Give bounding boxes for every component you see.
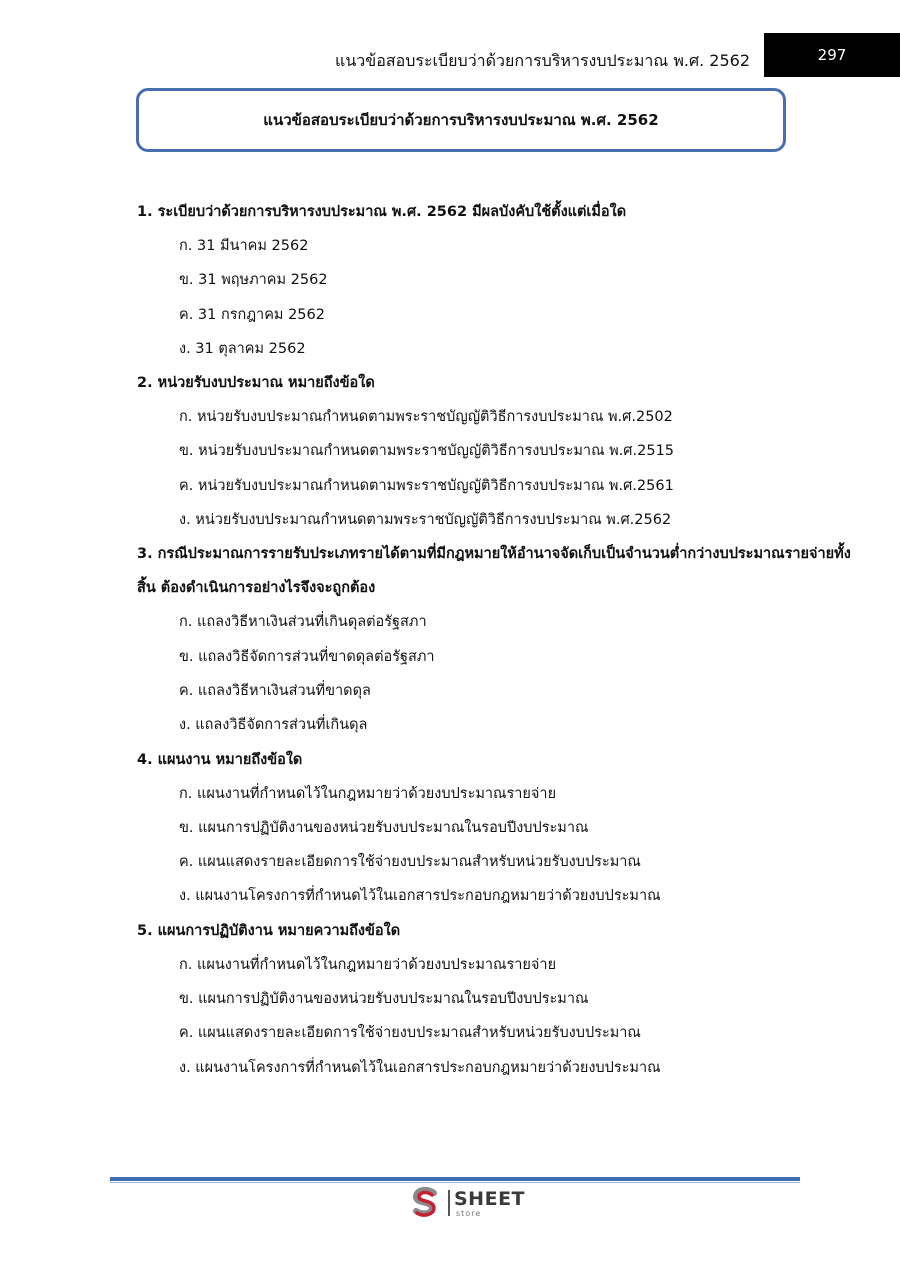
footer-rule-thin xyxy=(110,1182,800,1183)
answer-option: ก. แผนงานที่กำหนดไว้ในกฎหมายว่าด้วยงบประมาณรายจ่าย xyxy=(179,956,557,973)
answer-option: ง. แถลงวิธีจัดการส่วนที่เกินดุล xyxy=(179,717,368,734)
answer-option: ค. หน่วยรับงบประมาณกำหนดตามพระราชบัญญัติวิธีการงบประมาณ พ.ศ.2561 xyxy=(179,477,674,494)
answer-option: ก. แถลงวิธีหาเงินส่วนที่เกินดุลต่อรัฐสภา xyxy=(179,614,427,631)
question-block xyxy=(137,914,857,1085)
footer-rule xyxy=(110,1177,800,1181)
page-number: 297 xyxy=(764,33,900,77)
answer-option: ค. แถลงวิธีหาเงินส่วนที่ขาดดุล xyxy=(179,682,371,699)
answer-option: ค. 31 กรกฎาคม 2562 xyxy=(179,306,325,323)
answer-option: ข. 31 พฤษภาคม 2562 xyxy=(179,272,328,289)
answer-option: ข. แผนการปฏิบัติงานของหน่วยรับงบประมาณในรอบปีงบประมาณ xyxy=(179,991,589,1008)
title-box xyxy=(136,88,786,152)
question-text: 5. แผนการปฏิบัติงาน หมายความถึงข้อใด xyxy=(137,922,401,939)
question-text: 2. หน่วยรับงบประมาณ หมายถึงข้อใด xyxy=(137,375,375,392)
answer-option: ค. แผนแสดงรายละเอียดการใช้จ่ายงบประมาณสำหรับหน่วยรับงบประมาณ xyxy=(179,854,641,871)
answer-option: ง. หน่วยรับงบประมาณกำหนดตามพระราชบัญญัติวิธีการงบประมาณ พ.ศ.2562 xyxy=(179,512,672,529)
question-block xyxy=(137,366,857,537)
answer-option: ก. แผนงานที่กำหนดไว้ในกฎหมายว่าด้วยงบประมาณรายจ่าย xyxy=(179,785,557,802)
answer-option: ก. 31 มีนาคม 2562 xyxy=(179,238,309,254)
sheet-logo-icon xyxy=(408,1186,442,1220)
question-text: 1. ระเบียบว่าด้วยการบริหารงบประมาณ พ.ศ. 2562 มีผลบังคับใช้ตั้งแต่เมื่อใด xyxy=(137,204,627,220)
answer-option: ข. แผนการปฏิบัติงานของหน่วยรับงบประมาณในรอบปีงบประมาณ xyxy=(179,819,589,836)
answer-option: ง. แผนงานโครงการที่กำหนดไว้ในเอกสารประกอบกฎหมายว่าด้วยงบประมาณ xyxy=(179,888,661,905)
question-list xyxy=(137,195,857,1085)
answer-option: ข. แถลงวิธีจัดการส่วนที่ขาดดุลต่อรัฐสภา xyxy=(179,648,435,665)
question-text: 4. แผนงาน หมายถึงข้อใด xyxy=(137,751,303,768)
answer-option: ก. หน่วยรับงบประมาณกำหนดตามพระราชบัญญัติวิธีการงบประมาณ พ.ศ.2502 xyxy=(179,409,673,426)
answer-option: ข. หน่วยรับงบประมาณกำหนดตามพระราชบัญญัติวิธีการงบประมาณ พ.ศ.2515 xyxy=(179,443,675,460)
question-block xyxy=(137,195,857,366)
logo-divider xyxy=(448,1190,450,1216)
logo-subtext: store xyxy=(456,1209,482,1218)
answer-option: ง. 31 ตุลาคม 2562 xyxy=(179,340,306,357)
title-box-text: แนวข้อสอบระเบียบว่าด้วยการบริหารงบประมาณ พ.ศ. 2562 xyxy=(263,111,659,129)
question-block xyxy=(137,743,857,914)
sheet-store-logo xyxy=(408,1186,538,1222)
answer-option: ง. แผนงานโครงการที่กำหนดไว้ในเอกสารประกอบกฎหมายว่าด้วยงบประมาณ xyxy=(179,1059,661,1076)
question-text: 3. กรณีประมาณการรายรับประเภทรายได้ตามที่มีกฎหมายให้อำนาจจัดเก็บเป็นจำนวนต่ำกว่างบประมาณรายจ่ายทั้งสิ้น ต้องดำเนินการอย่างไรจึงจะถูกต้อง xyxy=(137,546,851,597)
logo-text: SHEET xyxy=(454,1188,526,1210)
answer-option: ค. แผนแสดงรายละเอียดการใช้จ่ายงบประมาณสำหรับหน่วยรับงบประมาณ xyxy=(179,1025,641,1042)
running-header-title: แนวข้อสอบระเบียบว่าด้วยการบริหารงบประมาณ พ.ศ. 2562 xyxy=(335,51,750,70)
question-block xyxy=(137,537,857,742)
